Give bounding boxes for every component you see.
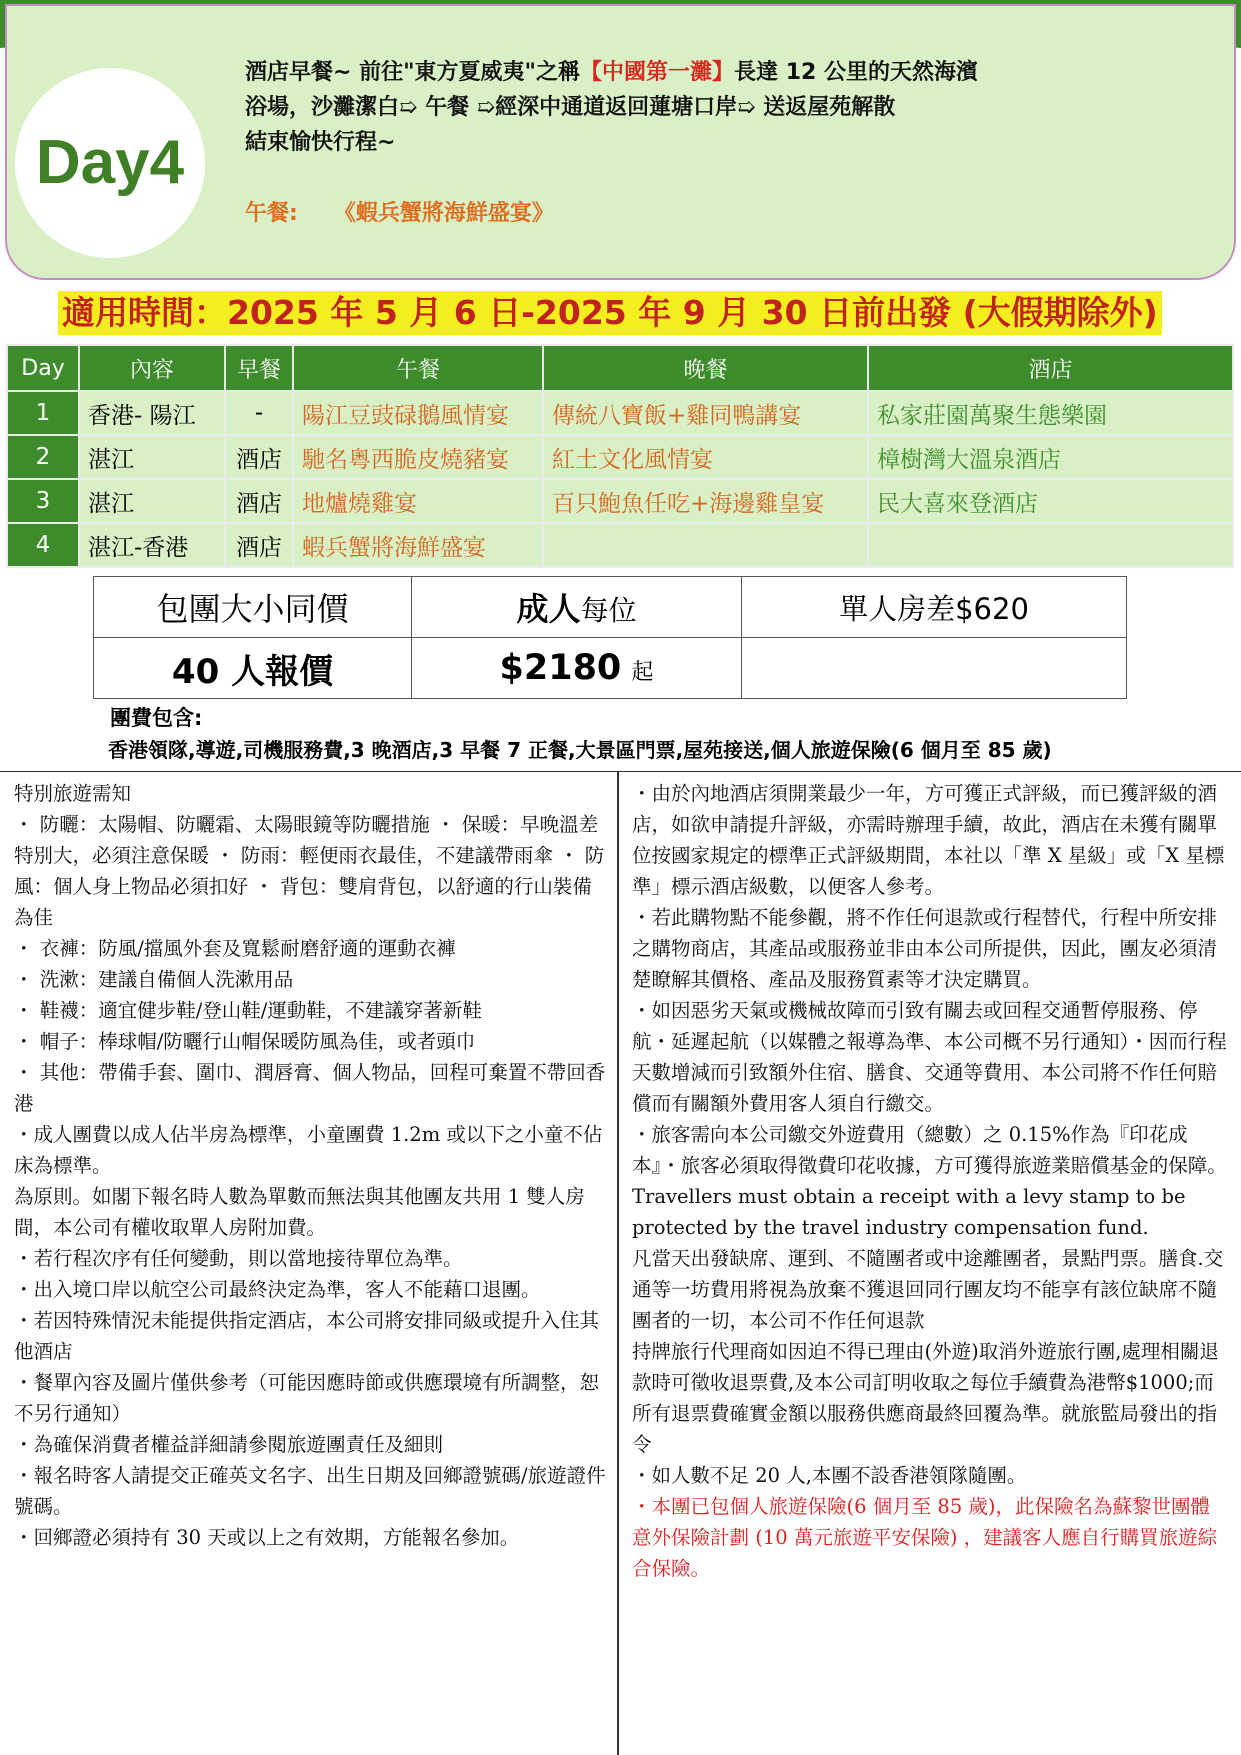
notes-heading: 特別旅遊需知 bbox=[14, 782, 132, 805]
day4-line-2: 浴場，沙灘潔白➯ 午餐 ➯經深中通道返回蓮塘口岸➯ 送返屋苑解散 bbox=[245, 95, 896, 120]
list-item: ・成人團費以成人佔半房為標準，小童團費 1.2m 或以下之小童不佔床為標準。 bbox=[14, 1123, 603, 1177]
table-row bbox=[7, 435, 1233, 479]
itinerary-table bbox=[6, 344, 1234, 568]
list-item: 凡當天出發缺席、運到、不隨團者或中途離團者，景點門票。膳食.交通等一坊費用將視為放棄不獲退回同行團友均不能享有該位缺席不隨團者的一切，本公司不作任何退款 bbox=[632, 1247, 1224, 1332]
notes-divider bbox=[617, 771, 619, 1755]
day4-lunch bbox=[245, 196, 554, 227]
day-lunch: 地爐燒雞宴 bbox=[293, 479, 543, 523]
day-label: Day4 bbox=[35, 128, 185, 197]
list-item: 為原則。如閣下報名時人數為單數而無法與其他團友共用 1 雙人房間，本公司有權收取單人房附加費。 bbox=[14, 1185, 585, 1239]
day-hotel: 樟樹灣大溫泉酒店 bbox=[868, 435, 1233, 479]
day-content: 湛江 bbox=[79, 479, 225, 523]
price-empty-cell bbox=[742, 638, 1127, 699]
col-header-hotel: 酒店 bbox=[868, 345, 1233, 391]
day-content: 香港- 陽江 bbox=[79, 391, 225, 435]
day-hotel: 民大喜來登酒店 bbox=[868, 479, 1233, 523]
price-suffix: 起 bbox=[631, 660, 654, 685]
single-supplement: 單人房差$620 bbox=[742, 577, 1127, 638]
list-item: ・出入境口岸以航空公司最終決定為準，客人不能藉口退團。 bbox=[14, 1278, 541, 1301]
list-item: ・回鄉證必須持有 30 天或以上之有效期，方能報名參加。 bbox=[14, 1526, 520, 1549]
list-item: ・ 防曬：太陽帽、防曬霜、太陽眼鏡等防曬措施 ・ 保暖：早晚溫差特別大，必須注意保暖 ・ 防雨：輕便雨衣最佳，不建議帶雨傘 ・ 防風：個人身上物品必須扣好 ・ 背包：雙肩背包，以舒適的行山裝備為佳 bbox=[14, 813, 605, 929]
table-row bbox=[7, 391, 1233, 435]
list-item: ・由於內地酒店須開業最少一年，方可獲正式評級，而已獲評級的酒店，如欲申請提升評級，亦需時辦理手續，故此，酒店在未獲有關單位按國家規定的標準正式評級期間，本社以「準 X 星級」或「X 星標準」標示酒店級數，以便客人參考。 bbox=[632, 782, 1225, 898]
col-header-content: 內容 bbox=[79, 345, 225, 391]
list-item: ・若因特殊情況未能提供指定酒店，本公司將安排同級或提升入住其他酒店 bbox=[14, 1309, 600, 1363]
price-table bbox=[93, 576, 1127, 699]
validity-period: 適用時間：2025 年 5 月 6 日-2025 年 9 月 30 日前出發 (大假期除外) bbox=[58, 291, 1162, 335]
highlight-beach: 【中國第一灘】 bbox=[580, 60, 735, 85]
day-number: 2 bbox=[7, 435, 79, 479]
insurance-warning: ・本團已包個人旅遊保險(6 個月至 85 歲)，此保險名為蘇黎世團體意外保險計劃 (10 萬元旅遊平安保險) ，建議客人應自行購買旅遊綜合保險。 bbox=[632, 1495, 1218, 1580]
col-header-dinner: 晚餐 bbox=[543, 345, 868, 391]
group-size: 40 人報價 bbox=[94, 638, 412, 699]
includes-title: 團費包含: bbox=[110, 706, 203, 730]
day4-line-3: 結束愉快行程~ bbox=[245, 130, 396, 155]
day-hotel: 私家莊園萬聚生態樂園 bbox=[868, 391, 1233, 435]
day-content: 湛江-香港 bbox=[79, 523, 225, 567]
day-breakfast: 酒店 bbox=[225, 479, 293, 523]
list-item: ・餐單內容及圖片僅供參考（可能因應時節或供應環境有所調整，恕不另行通知） bbox=[14, 1371, 600, 1425]
list-item: Travellers must obtain a receipt with a levy stamp to be protected by the travel industry compensation fund. bbox=[632, 1185, 1186, 1239]
itinerary-header-row bbox=[7, 345, 1233, 391]
list-item: ・若行程次序有任何變動，則以當地接待單位為準。 bbox=[14, 1247, 463, 1270]
list-item: ・ 其他：帶備手套、圍巾、潤唇膏、個人物品，回程可棄置不帶回香港 bbox=[14, 1061, 606, 1115]
list-item: ・ 帽子：棒球帽/防曬行山帽保暖防風為佳，或者頭巾 bbox=[14, 1030, 476, 1053]
col-header-breakfast: 早餐 bbox=[225, 345, 293, 391]
group-price-label: 包團大小同價 bbox=[94, 577, 412, 638]
list-item: ・為確保消費者權益詳細請參閱旅遊團責任及細則 bbox=[14, 1433, 444, 1456]
list-item: ・如人數不足 20 人,本團不設香港領隊隨團。 bbox=[632, 1464, 1027, 1487]
list-item: 持牌旅行代理商如因迫不得已理由(外遊)取消外遊旅行團,處理相關退款時可徵收退票費,及本公司訂明收取之每位手續費為港幣$1000;而所有退票費確實金額以服務供應商最終回覆為準。就旅監局發出的指令 bbox=[632, 1340, 1219, 1456]
day-dinner: 百只鮑魚任吃+海邊雞皇宴 bbox=[543, 479, 868, 523]
day-number: 4 bbox=[7, 523, 79, 567]
price-amount: $2180 bbox=[499, 648, 622, 688]
notes-right-column bbox=[632, 778, 1228, 1584]
notes-left-column bbox=[14, 778, 606, 1553]
adult-label-cell: 成人每位 bbox=[412, 577, 742, 638]
day-hotel bbox=[868, 523, 1233, 567]
day-content: 湛江 bbox=[79, 435, 225, 479]
table-row bbox=[7, 479, 1233, 523]
day4-line-1: 酒店早餐~ 前往"東方夏威夷"之稱【中國第一灘】長達 12 公里的天然海濱 bbox=[245, 60, 978, 85]
day-dinner: 紅土文化風情宴 bbox=[543, 435, 868, 479]
day-breakfast: 酒店 bbox=[225, 523, 293, 567]
day-breakfast: 酒店 bbox=[225, 435, 293, 479]
list-item: ・若此購物點不能參觀，將不作任何退款或行程替代，行程中所安排之購物商店，其產品或服務並非由本公司所提供，因此，團友必須清楚瞭解其價格、產品及服務質素等才決定購買。 bbox=[632, 906, 1218, 991]
price-amount-cell bbox=[412, 638, 742, 699]
lunch-value: 《蝦兵蟹將海鮮盛宴》 bbox=[333, 201, 554, 226]
day-number: 1 bbox=[7, 391, 79, 435]
day-dinner: 傳統八寶飯+雞同鴨講宴 bbox=[543, 391, 868, 435]
day-breakfast: - bbox=[225, 391, 293, 435]
list-item: ・旅客需向本公司繳交外遊費用（總數）之 0.15%作為『印花成本』・旅客必須取得徵費印花收據，方可獲得旅遊業賠償基金的保障。 bbox=[632, 1123, 1227, 1177]
list-item: ・ 洗漱：建議自備個人洗漱用品 bbox=[14, 968, 294, 991]
col-header-lunch: 午餐 bbox=[293, 345, 543, 391]
table-row bbox=[7, 523, 1233, 567]
day-lunch: 陽江豆豉碌鵝風情宴 bbox=[293, 391, 543, 435]
list-item: ・ 衣褲：防風/擋風外套及寬鬆耐磨舒適的運動衣褲 bbox=[14, 937, 456, 960]
day-lunch: 馳名粵西脆皮燒豬宴 bbox=[293, 435, 543, 479]
includes-text: 香港領隊,導遊,司機服務費,3 晚酒店,3 早餐 7 正餐,大景區門票,屋苑接送,個人旅遊保險(6 個月至 85 歲) bbox=[108, 738, 1052, 762]
day-dinner bbox=[543, 523, 868, 567]
day4-description bbox=[245, 55, 1105, 160]
col-header-day: Day bbox=[7, 345, 79, 391]
list-item: ・如因惡劣天氣或機械故障而引致有關去或回程交通暫停服務、停航・延遲起航（以媒體之報導為準、本公司概不另行通知）・因而行程天數增減而引致額外住宿、膳食、交通等費用、本公司將不作任何賠償而有關額外費用客人須自行繳交。 bbox=[632, 999, 1227, 1115]
day-number: 3 bbox=[7, 479, 79, 523]
list-item: ・報名時客人請提交正確英文名字、出生日期及回鄉證號碼/旅遊證件號碼。 bbox=[14, 1464, 606, 1518]
day-lunch: 蝦兵蟹將海鮮盛宴 bbox=[293, 523, 543, 567]
list-item: ・ 鞋襪：適宜健步鞋/登山鞋/運動鞋，不建議穿著新鞋 bbox=[14, 999, 482, 1022]
lunch-label: 午餐: bbox=[245, 201, 298, 226]
